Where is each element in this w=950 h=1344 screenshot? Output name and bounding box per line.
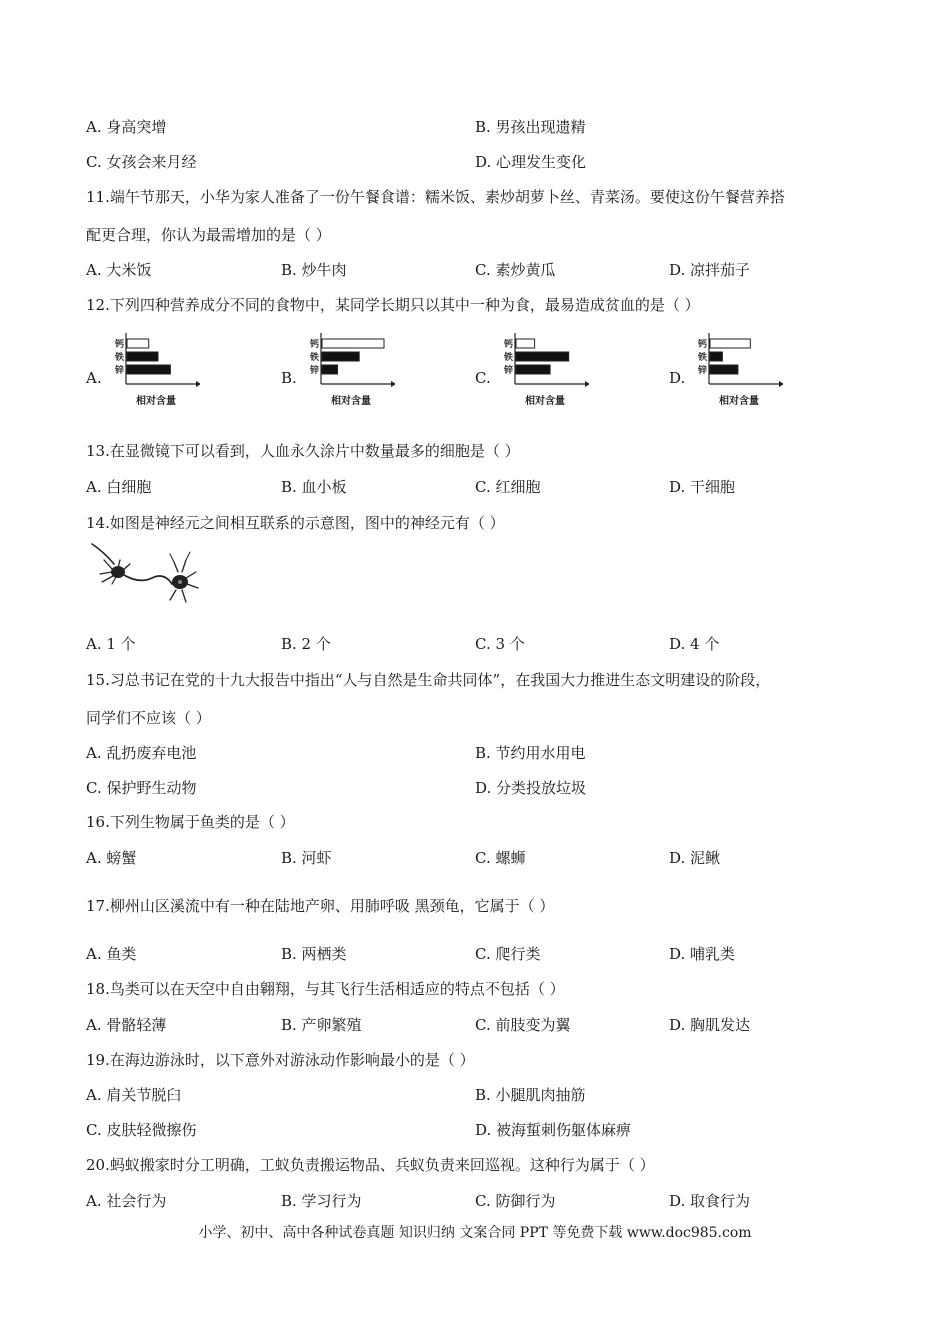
q10-option-d: D. 心理发生变化 [475,153,587,171]
q17-option-a: A. 鱼类 [86,945,137,963]
q12-chart-d [693,333,783,413]
tick-label: 铁 [309,353,319,363]
bar [322,365,338,374]
q19-option-b: B. 小腿肌肉抽筋 [475,1086,586,1104]
q16-option-d: D. 泥鳅 [669,849,721,867]
x-axis-label: 相对含量 [136,396,176,407]
tick-label: 钙 [697,340,707,350]
q11-stem-line2: 配更合理，你认为最需增加的是（ ） [86,226,331,244]
q10-option-c: C. 女孩会来月经 [86,153,197,171]
tick-label: 钙 [309,340,319,350]
q17-stem: 17.柳州山区溪流中有一种在陆地产卵、用肺呼吸 黑颈龟，它属于（ ） [86,897,555,915]
q11-options [86,260,886,280]
q17-option-d: D. 哺乳类 [669,945,736,963]
page-footer: 小学、初中、高中各种试卷真题 知识归纳 文案合同 PPT 等免费下载 www.doc985.com [198,1225,752,1241]
tick-label: 锌 [503,366,513,376]
q17-options [86,944,886,964]
q12-chart-a [110,333,200,413]
tick-label: 锌 [309,366,319,376]
q11-option-b: B. 炒牛肉 [281,261,347,279]
q18-option-c: C. 前肢变为翼 [475,1016,571,1034]
q12-option-b-letter: B. [281,369,297,387]
q20-option-c: C. 防御行为 [475,1192,556,1210]
tick-label: 钙 [114,340,124,350]
q12-stem: 12.下列四种营养成分不同的食物中，某同学长期只以其中一种为食，最易造成贫血的是（ ） [86,296,700,314]
q10-option-b: B. 男孩出现遗精 [475,118,586,136]
bar [322,352,359,361]
q15-option-c: C. 保护野生动物 [86,779,197,797]
bar [516,365,550,374]
x-axis-label: 相对含量 [719,396,759,407]
tick-label: 铁 [697,353,707,363]
q15-stem-line1: 15.习总书记在党的十九大报告中指出“人与自然是生命共同体”，在我国大力推进生态文明建设的阶段， [86,671,771,689]
tick-label: 钙 [503,340,513,350]
q12-option-c-letter: C. [475,369,491,387]
q14-option-c: C. 3 个 [475,635,525,653]
q11-stem-line1: 11.端午节那天，小华为家人准备了一份午餐食谱：糯米饭、素炒胡萝卜丝、青菜汤。要使这份午餐营养搭 [86,188,785,206]
q18-option-a: A. 骨骼轻薄 [86,1016,167,1034]
bar [127,365,170,374]
bar [127,339,149,348]
bar [710,339,750,348]
tick-label: 锌 [697,366,707,376]
q15-option-d: D. 分类投放垃圾 [475,779,587,797]
q14-option-a: A. 1 个 [86,635,136,653]
q20-options [86,1191,886,1211]
bar [127,352,158,361]
q14-stem: 14.如图是神经元之间相互联系的示意图，图中的神经元有（ ） [86,514,505,532]
x-axis-arrow [391,381,395,387]
q20-option-a: A. 社会行为 [86,1192,167,1210]
neuron-diagram [90,542,200,610]
bar [516,339,535,348]
bar [710,352,722,361]
bar [710,365,738,374]
q13-option-a: A. 白细胞 [86,478,152,496]
tick-label: 铁 [114,353,124,363]
q19-stem: 19.在海边游泳时，以下意外对游泳动作影响最小的是（ ） [86,1051,475,1069]
q16-stem: 16.下列生物属于鱼类的是（ ） [86,813,295,831]
q12-option-d-letter: D. [669,369,686,387]
q19-options-row2 [86,1120,886,1140]
q15-option-b: B. 节约用水用电 [475,744,586,762]
q10-options-row1 [86,117,886,137]
q14-options [86,634,886,654]
q13-stem: 13.在显微镜下可以看到，人血永久涂片中数量最多的细胞是（ ） [86,442,520,460]
q18-options [86,1015,886,1035]
q16-options [86,848,886,868]
q20-option-b: B. 学习行为 [281,1192,362,1210]
q15-options-row1 [86,743,886,763]
q12-chart-c [499,333,589,413]
q18-stem: 18.鸟类可以在天空中自由翱翔，与其飞行生活相适应的特点不包括（ ） [86,980,565,998]
q19-option-c: C. 皮肤轻微擦伤 [86,1121,197,1139]
x-axis-arrow [585,381,589,387]
q13-options [86,477,886,497]
q17-option-b: B. 两栖类 [281,945,347,963]
q12-chart-b [305,333,395,413]
tick-label: 铁 [503,353,513,363]
tick-label: 锌 [114,366,124,376]
q15-options-row2 [86,778,886,798]
bar [322,339,384,348]
q11-option-d: D. 凉拌茄子 [669,261,751,279]
x-axis-arrow [779,381,783,387]
q19-options-row1 [86,1085,886,1105]
q11-option-c: C. 素炒黄瓜 [475,261,556,279]
q19-option-d: D. 被海蜇刺伤躯体麻痹 [475,1121,632,1139]
q13-option-d: D. 干细胞 [669,478,736,496]
x-axis-label: 相对含量 [525,396,565,407]
q20-stem: 20.蚂蚁搬家时分工明确，工蚁负责搬运物品、兵蚁负责来回巡视。这种行为属于（ ） [86,1156,655,1174]
q13-option-b: B. 血小板 [281,478,347,496]
bar [516,352,569,361]
q15-stem-line2: 同学们不应该（ ） [86,709,211,727]
q14-option-d: D. 4 个 [669,635,720,653]
q15-option-a: A. 乱扔废弃电池 [86,744,197,762]
q19-option-a: A. 肩关节脱臼 [86,1086,182,1104]
q20-option-d: D. 取食行为 [669,1192,751,1210]
q12-option-a-letter: A. [86,369,102,387]
q16-option-b: B. 河虾 [281,849,332,867]
q11-option-a: A. 大米饭 [86,261,152,279]
q18-option-b: B. 产卵繁殖 [281,1016,362,1034]
q18-option-d: D. 胸肌发达 [669,1016,751,1034]
x-axis-label: 相对含量 [331,396,371,407]
x-axis-arrow [196,381,200,387]
q17-option-c: C. 爬行类 [475,945,541,963]
q14-option-b: B. 2 个 [281,635,331,653]
q10-options-row2 [86,152,886,172]
q10-option-a: A. 身高突增 [86,118,167,136]
q16-option-c: C. 螺蛳 [475,849,526,867]
q16-option-a: A. 螃蟹 [86,849,137,867]
q13-option-c: C. 红细胞 [475,478,541,496]
